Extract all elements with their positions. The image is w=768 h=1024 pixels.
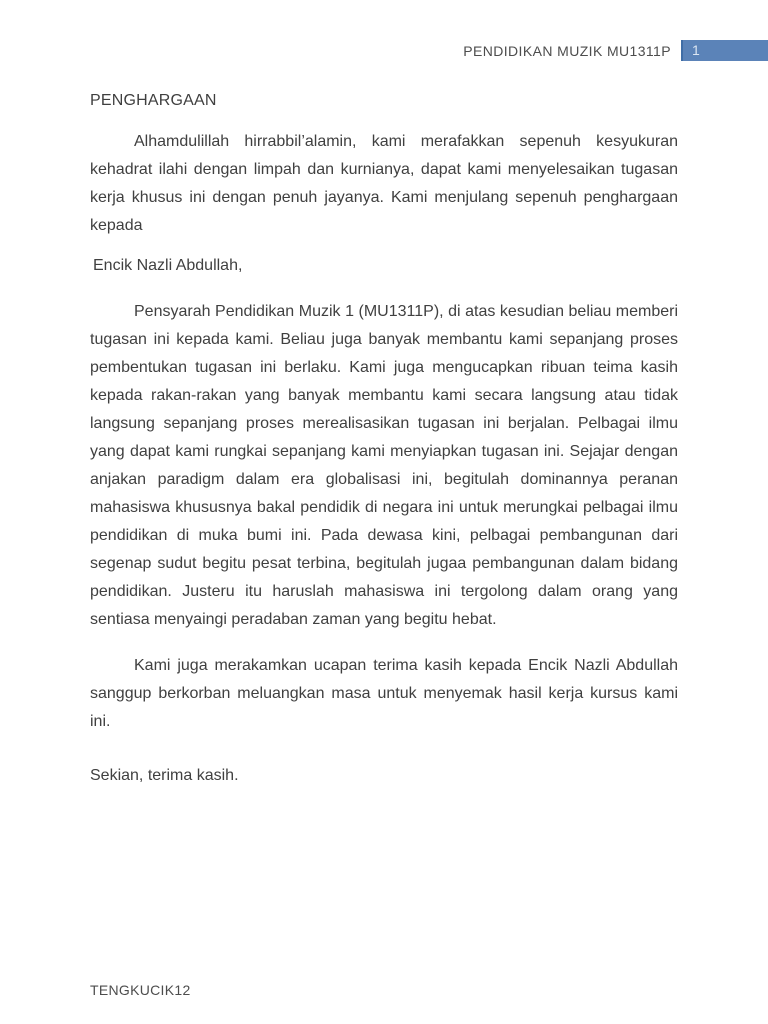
page-header xyxy=(0,40,768,61)
paragraph-closing: Sekian, terima kasih. xyxy=(90,767,239,784)
header-course-label: PENDIDIKAN MUZIK MU1311P xyxy=(463,42,671,59)
paragraph-main-acknowledgement: Pensyarah Pendidikan Muzik 1 (MU1311P), di atas kesudian beliau memberi tugasan ini kepada kami. Beliau juga banyak membantu kami sepanjang proses pembentukan tugasan ini berlaku. Kami juga mengucapkan ribuan teima kasih kepada rakan-rakan yang banyak membantu kami secara langsung atau tidak langsung sepanjang proses merealisasikan tugasan ini berjalan. Pelbagai ilmu yang dapat kami rungkai sepanjang kami menyiapkan tugasan ini. Sejajar dengan anjakan paradigm dalam era globalisasi ini, begitulah dominannya peranan mahasiswa khususnya bakal pendidik di negara ini untuk merungkai pelbagai ilmu pendidikan di muka bumi ini. Pada dewasa kini, pelbagai pembangunan dari segenap sudut begitu pesat terbina, begitulah jugaa pembangunan dalam bidang pendidikan. Justeru itu haruslah mahasiswa ini tergolong dalam orang yang sentiasa menyaingi peradaban zaman yang begitu hebat. xyxy=(90,303,678,628)
paragraph-thanks-lecturer: Kami juga merakamkan ucapan terima kasih kepada Encik Nazli Abdullah sanggup berkorban meluangkan masa untuk menyemak hasil kerja kursus kami ini. xyxy=(90,657,678,730)
page-footer xyxy=(90,982,191,998)
page-number: 1 xyxy=(692,42,700,58)
document-body xyxy=(90,92,678,790)
section-heading: PENGHARGAAN xyxy=(90,92,217,109)
footer-author: TENGKUCIK12 xyxy=(90,982,191,998)
paragraph-lecturer-name: Encik Nazli Abdullah, xyxy=(93,257,243,274)
paragraph-acknowledgement-intro: Alhamdulillah hirrabbil’alamin, kami merafakkan sepenuh kesyukuran kehadrat ilahi dengan limpah dan kurnianya, dapat kami menyelesaikan tugasan kerja khusus ini dengan penuh jayanya. Kami menjulang sepenuh penghargaan kepada xyxy=(90,133,678,234)
page-number-badge xyxy=(681,40,768,61)
